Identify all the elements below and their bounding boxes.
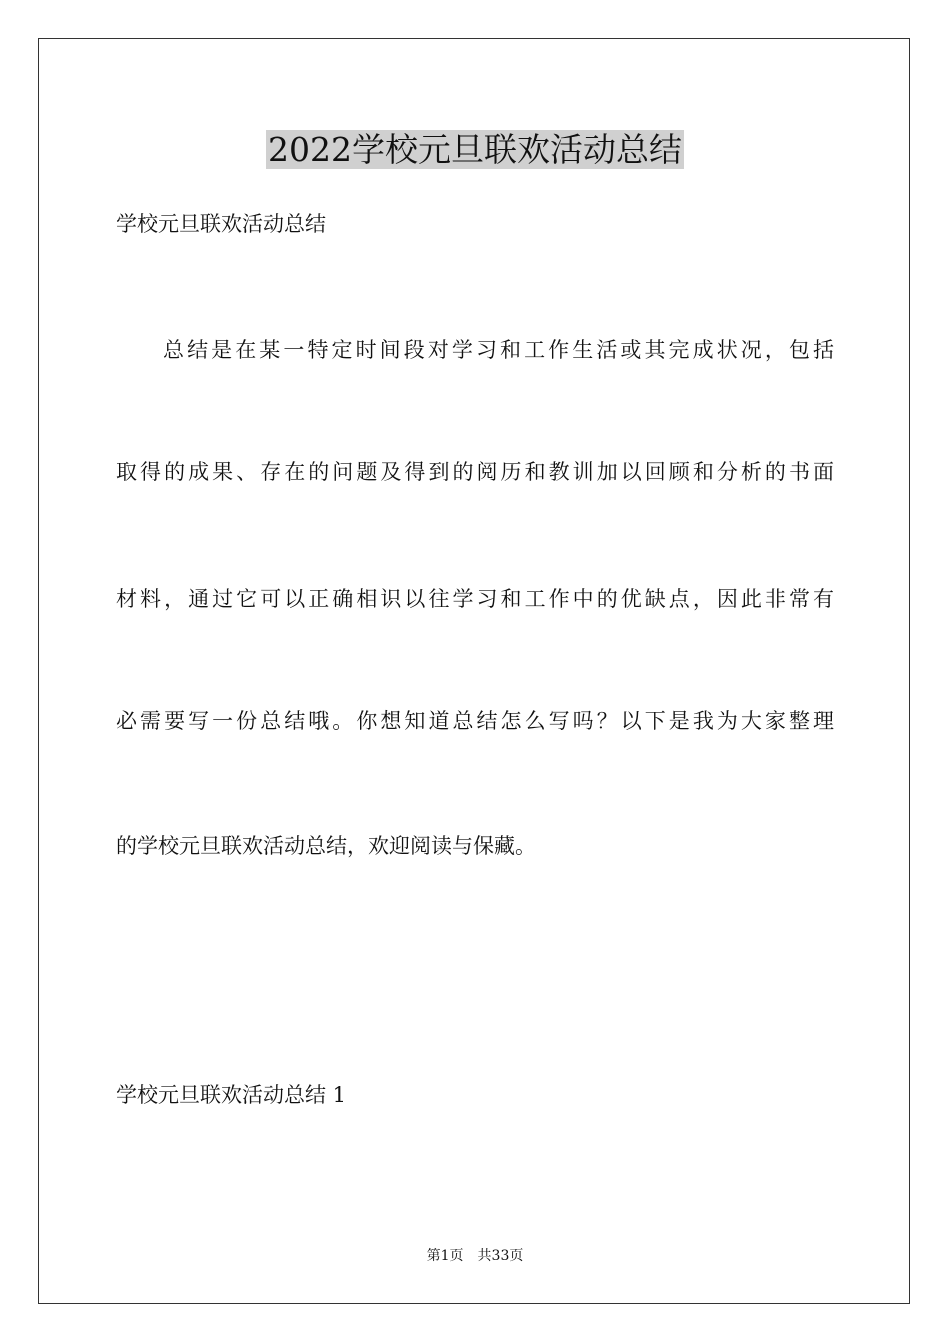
- document-title-text: 2022学校元旦联欢活动总结: [268, 130, 682, 169]
- paragraph-line: 的学校元旦联欢活动总结，欢迎阅读与保藏。: [116, 834, 536, 858]
- document-title: [0, 126, 950, 174]
- paragraph-line: 总结是在某一特定时间段对学习和工作生活或其完成状况，包括: [163, 338, 834, 362]
- paragraph-line: 取得的成果、存在的问题及得到的阅历和教训加以回顾和分析的书面: [116, 460, 834, 484]
- section-heading: 学校元旦联欢活动总结 1: [116, 1083, 347, 1107]
- paragraph-line: 材料，通过它可以正确相识以往学习和工作中的优缺点，因此非常有: [116, 587, 834, 611]
- page-number-footer: 第1页 共33页: [426, 1248, 524, 1264]
- document-subtitle: 学校元旦联欢活动总结: [116, 212, 326, 236]
- paragraph-line: 必需要写一份总结哦。你想知道总结怎么写吗？以下是我为大家整理: [116, 709, 834, 733]
